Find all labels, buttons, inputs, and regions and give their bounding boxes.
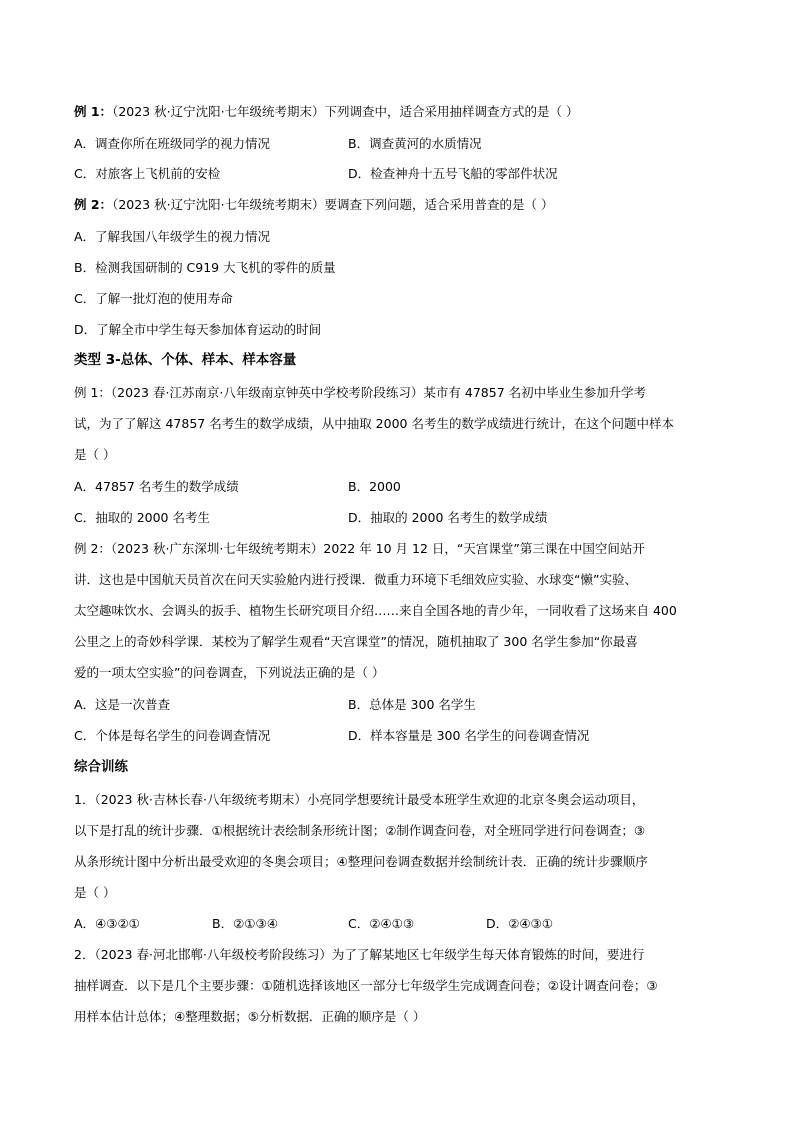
option-d: D．样本容量是 300 名学生的问卷调查情况 (348, 728, 590, 743)
section-heading: 综合训练 (74, 759, 128, 775)
example-2-line: 公里之上的奇妙科学课．某校为了解学生观看“天宫课堂”的情况，随机抽取了 300 名学生参加“你最喜 (74, 634, 638, 649)
example-label: 例 2： (74, 197, 113, 212)
example-2-line: 爱的一项太空实验”的问卷调查，下列说法正确的是（ ） (74, 665, 385, 680)
question-2-line: 用样本估计总体；④整理数据；⑤分析数据．正确的顺序是（ ） (74, 1009, 426, 1024)
example-2-stem (74, 197, 554, 213)
example-label: 例 1： (74, 104, 113, 119)
example-1-line: 试，为了了解这 47857 名考生的数学成绩，从中抽取 2000 名考生的数学成绩进行统计，在这个问题中样本 (74, 416, 674, 431)
option-d: D．了解全市中学生每天参加体育运动的时间 (74, 322, 322, 337)
option-b: B．总体是 300 名学生 (348, 697, 476, 712)
question-1-line: 以下是打乱的统计步骤．①根据统计表绘制条形统计图；②制作调查问卷，对全班同学进行问卷调查；③ (74, 823, 646, 838)
option-a: A．调查你所在班级同学的视力情况 (74, 136, 271, 151)
option-c: C．个体是每名学生的问卷调查情况 (74, 728, 271, 743)
example-1-line: 是（ ） (74, 447, 116, 462)
option-d: D．检查神舟十五号飞船的零部件状况 (348, 166, 558, 181)
option-a: A．了解我国八年级学生的视力情况 (74, 229, 271, 244)
example-2-line: 太空趣味饮水、会调头的扳手、植物生长研究项目介绍……来自全国各地的青少年，一同收看了这场来自 400 (74, 603, 677, 618)
question-text: （2023 秋·辽宁沈阳·七年级统考期末）下列调查中，适合采用抽样调查方式的是（ ） (112, 104, 579, 119)
option-a: A．这是一次普查 (74, 697, 171, 712)
section-heading: 类型 3-总体、个体、样本、样本容量 (74, 352, 297, 368)
option-b: B．调查黄河的水质情况 (348, 136, 482, 151)
option-d: D．②④③① (486, 916, 553, 931)
option-c: C．对旅客上飞机前的安检 (74, 166, 221, 181)
example-1-line: 例 1：（2023 春·江苏南京·八年级南京钟英中学校考阶段练习）某市有 47857 名初中毕业生参加升学考 (74, 385, 647, 400)
option-a: A．④③②① (74, 916, 140, 931)
option-b: B．2000 (348, 479, 401, 494)
example-1-stem (74, 104, 579, 120)
option-b: B．②①③④ (212, 916, 278, 931)
example-2-line: 例 2：（2023 秋·广东深圳·七年级统考期末）2022 年 10 月 12 日，“天宫课堂”第三课在中国空间站开 (74, 541, 645, 556)
question-1-line: 是（ ） (74, 885, 116, 900)
option-b: B．检测我国研制的 C919 大飞机的零件的质量 (74, 260, 336, 275)
option-d: D．抽取的 2000 名考生的数学成绩 (348, 510, 548, 525)
question-1-line: 1．（2023 秋·吉林长春·八年级统考期末）小亮同学想要统计最受本班学生欢迎的北京冬奥会运动项目， (74, 792, 645, 807)
question-2-line: 2．（2023 春·河北邯郸·八年级校考阶段练习）为了了解某地区七年级学生每天体育锻炼的时间，要进行 (74, 947, 645, 962)
question-1-line: 从条形统计图中分析出最受欢迎的冬奥会项目；④整理问卷调查数据并绘制统计表．正确的统计步骤顺序 (74, 854, 648, 869)
option-c: C．②④①③ (348, 916, 415, 931)
question-2-line: 抽样调查．以下是几个主要步骤：①随机选择该地区一部分七年级学生完成调查问卷；②设计调查问卷；③ (74, 978, 658, 993)
option-c: C．抽取的 2000 名考生 (74, 510, 210, 525)
option-c: C．了解一批灯泡的使用寿命 (74, 291, 233, 306)
example-2-line: 讲．这也是中国航天员首次在问天实验舱内进行授课．微重力环境下毛细效应实验、水球变“懒”实验、 (74, 572, 637, 587)
option-a: A．47857 名考生的数学成绩 (74, 479, 239, 494)
question-text: （2023 秋·辽宁沈阳·七年级统考期末）要调查下列问题，适合采用普查的是（ ） (112, 197, 554, 212)
